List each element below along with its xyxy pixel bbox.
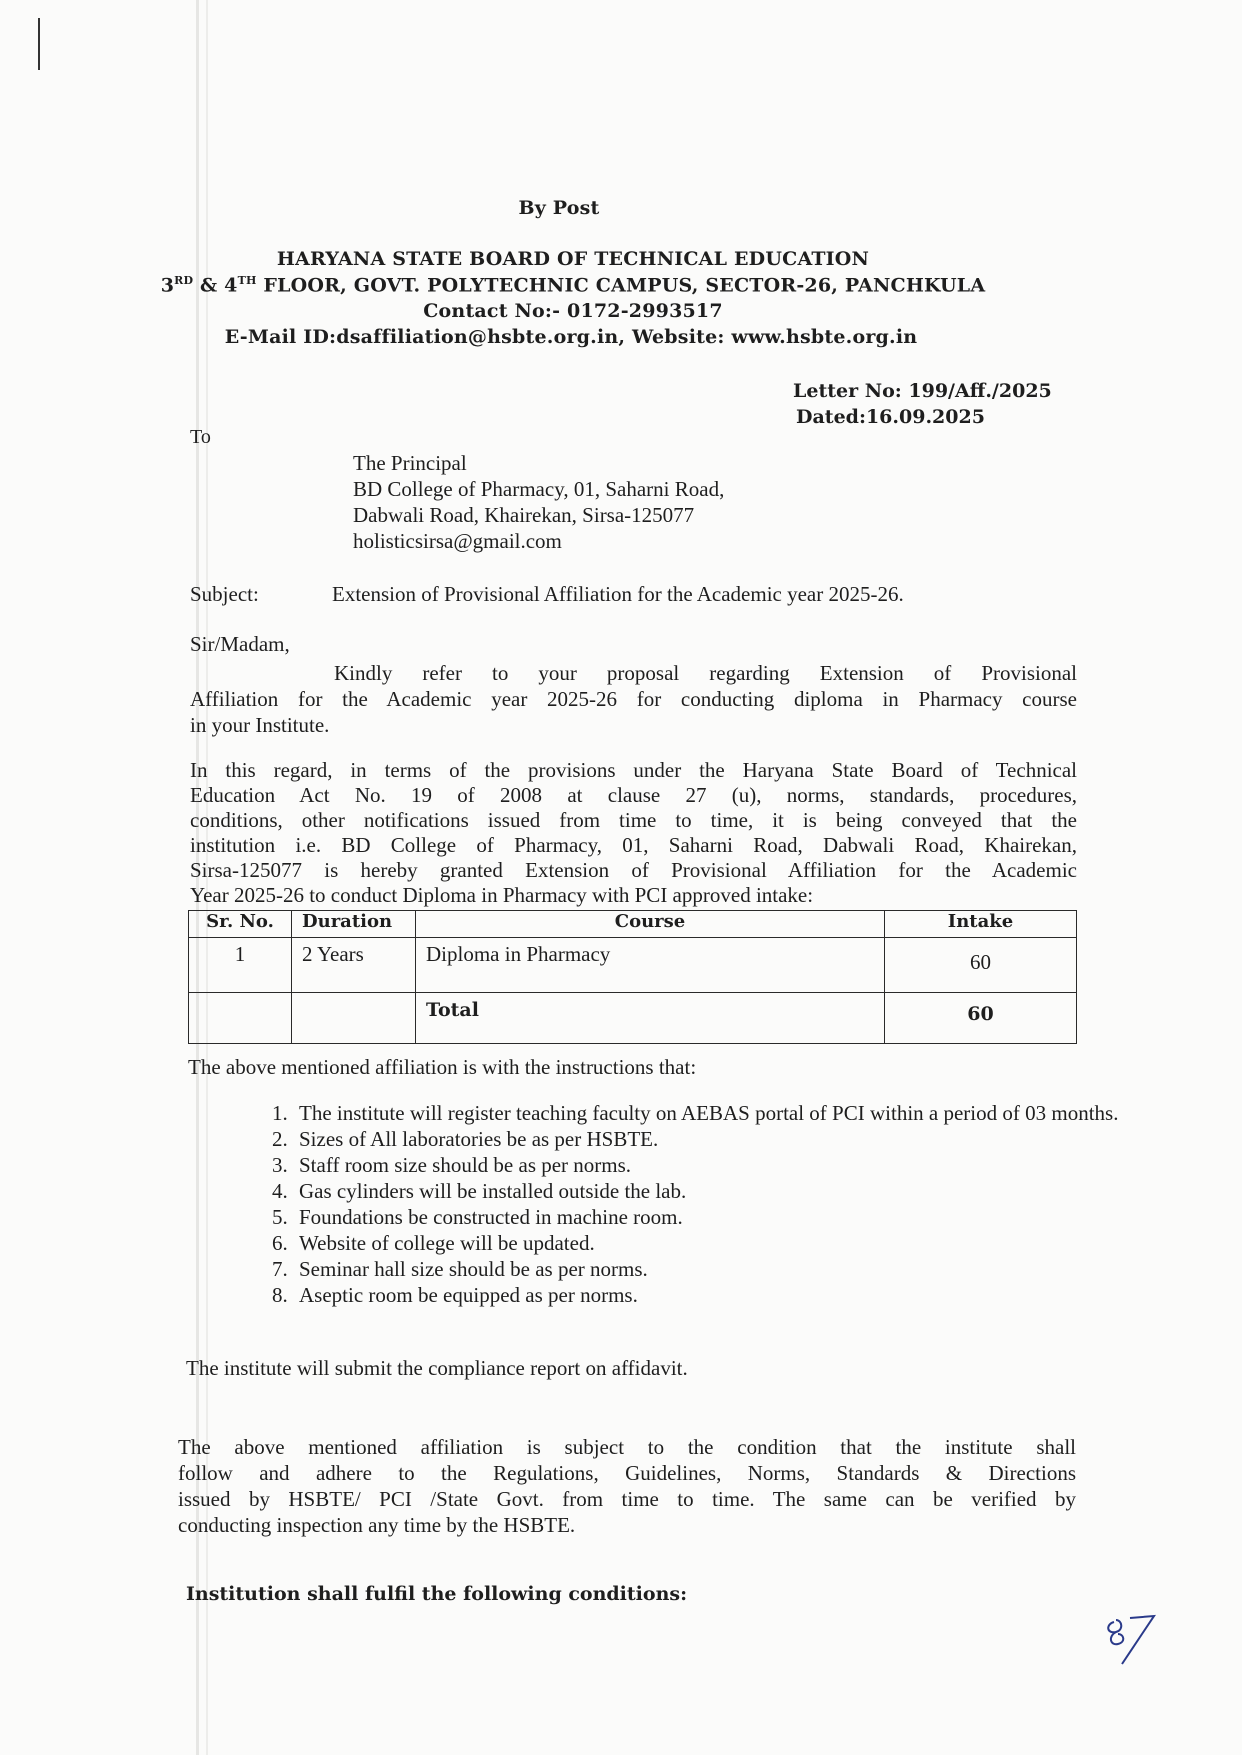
subject-text: Extension of Provisional Affiliation for the Academic year 2025-26.: [332, 582, 904, 606]
list-item: 6. Website of college will be updated.: [293, 1230, 1123, 1256]
letter-date: Dated:16.09.2025: [796, 406, 985, 428]
list-item: 1. The institute will register teaching faculty on AEBAS portal of PCI within a period of 03 months.: [293, 1100, 1123, 1126]
list-item: 4. Gas cylinders will be installed outside the lab.: [293, 1178, 1123, 1204]
handwritten-page-mark: [1100, 1608, 1170, 1668]
cell-duration: 2 Years: [292, 938, 416, 993]
col-header-intake: Intake: [885, 911, 1077, 938]
table-row: [189, 938, 1077, 993]
paragraph-line: Education Act No. 19 of 2008 at clause 27 (u), norms, standards, procedures,: [190, 783, 1077, 807]
scan-mark-left: [38, 18, 40, 70]
paragraph-line: institution i.e. BD College of Pharmacy, 01, Saharni Road, Dabwali Road, Khairekan,: [190, 833, 1077, 857]
cell-sr-no: 1: [189, 938, 292, 993]
cell-empty: [292, 993, 416, 1044]
paragraph-grant: [190, 758, 1077, 908]
paragraph-line: in your Institute.: [190, 713, 330, 737]
addressee-line: BD College of Pharmacy, 01, Saharni Road,: [353, 477, 725, 501]
conditions-heading: Institution shall fulfil the following conditions:: [186, 1583, 688, 1605]
intake-table: [188, 910, 1077, 1044]
paragraph-line: follow and adhere to the Regulations, Guidelines, Norms, Standards & Directions: [178, 1461, 1076, 1485]
compliance-note: The institute will submit the compliance report on affidavit.: [186, 1356, 688, 1380]
paragraph-conditions: [178, 1434, 1076, 1538]
paragraph-line: Affiliation for the Academic year 2025-26 for conducting diploma in Pharmacy course: [190, 687, 1077, 711]
paragraph-line: Sirsa-125077 is hereby granted Extension of Provisional Affiliation for the Academic: [190, 858, 1077, 882]
list-item: 3. Staff room size should be as per norms.: [293, 1152, 1123, 1178]
list-item: 5. Foundations be constructed in machine room.: [293, 1204, 1123, 1230]
subject-label: Subject:: [190, 582, 259, 606]
paragraph-line: Kindly refer to your proposal regarding Extension of Provisional: [334, 661, 1077, 685]
cell-total-label: Total: [416, 993, 885, 1044]
paragraph-intro: [190, 660, 1077, 738]
col-header-duration: Duration: [292, 911, 416, 938]
mode-line: By Post: [518, 197, 600, 219]
col-header-sr-no: Sr. No.: [189, 911, 292, 938]
handwritten-mark-icon: [1100, 1608, 1170, 1668]
list-item: 8. Aseptic room be equipped as per norms.: [293, 1282, 1123, 1308]
paragraph-line: conducting inspection any time by the HSBTE.: [178, 1513, 576, 1537]
addressee-email: holisticsirsa@gmail.com: [353, 529, 562, 553]
salutation: Sir/Madam,: [190, 632, 290, 656]
org-email-website: E-Mail ID:dsaffiliation@hsbte.org.in, Website: www.hsbte.org.in: [224, 326, 918, 348]
org-address: 3RD & 4TH FLOOR, GOVT. POLYTECHNIC CAMPUS, SECTOR-26, PANCHKULA: [160, 274, 986, 297]
cell-total-value: 60: [885, 993, 1077, 1044]
instructions-list: [255, 1100, 1123, 1308]
cell-course: Diploma in Pharmacy: [416, 938, 885, 993]
addressee-line: Dabwali Road, Khairekan, Sirsa-125077: [353, 503, 695, 527]
org-contact: Contact No:- 0172-2993517: [423, 300, 723, 322]
cell-empty: [189, 993, 292, 1044]
instructions-intro: The above mentioned affiliation is with the instructions that:: [188, 1055, 697, 1079]
paragraph-line: In this regard, in terms of the provisions under the Haryana State Board of Technical: [190, 758, 1077, 782]
list-item: 7. Seminar hall size should be as per norms.: [293, 1256, 1123, 1282]
table-header-row: [189, 911, 1077, 938]
cell-intake: 60: [885, 938, 1077, 993]
list-item: 2. Sizes of All laboratories be as per HSBTE.: [293, 1126, 1123, 1152]
letter-number: Letter No: 199/Aff./2025: [793, 380, 1052, 402]
paragraph-line: The above mentioned affiliation is subject to the condition that the institute shall: [178, 1435, 1076, 1459]
paragraph-line: Year 2025-26 to conduct Diploma in Pharmacy with PCI approved intake:: [190, 883, 814, 907]
table-total-row: [189, 993, 1077, 1044]
paragraph-line: conditions, other notifications issued from time to time, it is being conveyed that the: [190, 808, 1077, 832]
paragraph-line: issued by HSBTE/ PCI /State Govt. from time to time. The same can be verified by: [178, 1487, 1076, 1511]
org-name: HARYANA STATE BOARD OF TECHNICAL EDUCATION: [276, 248, 870, 270]
to-label: To: [190, 426, 211, 448]
col-header-course: Course: [416, 911, 885, 938]
addressee-line: The Principal: [353, 451, 467, 475]
addressee-block: [353, 450, 724, 554]
